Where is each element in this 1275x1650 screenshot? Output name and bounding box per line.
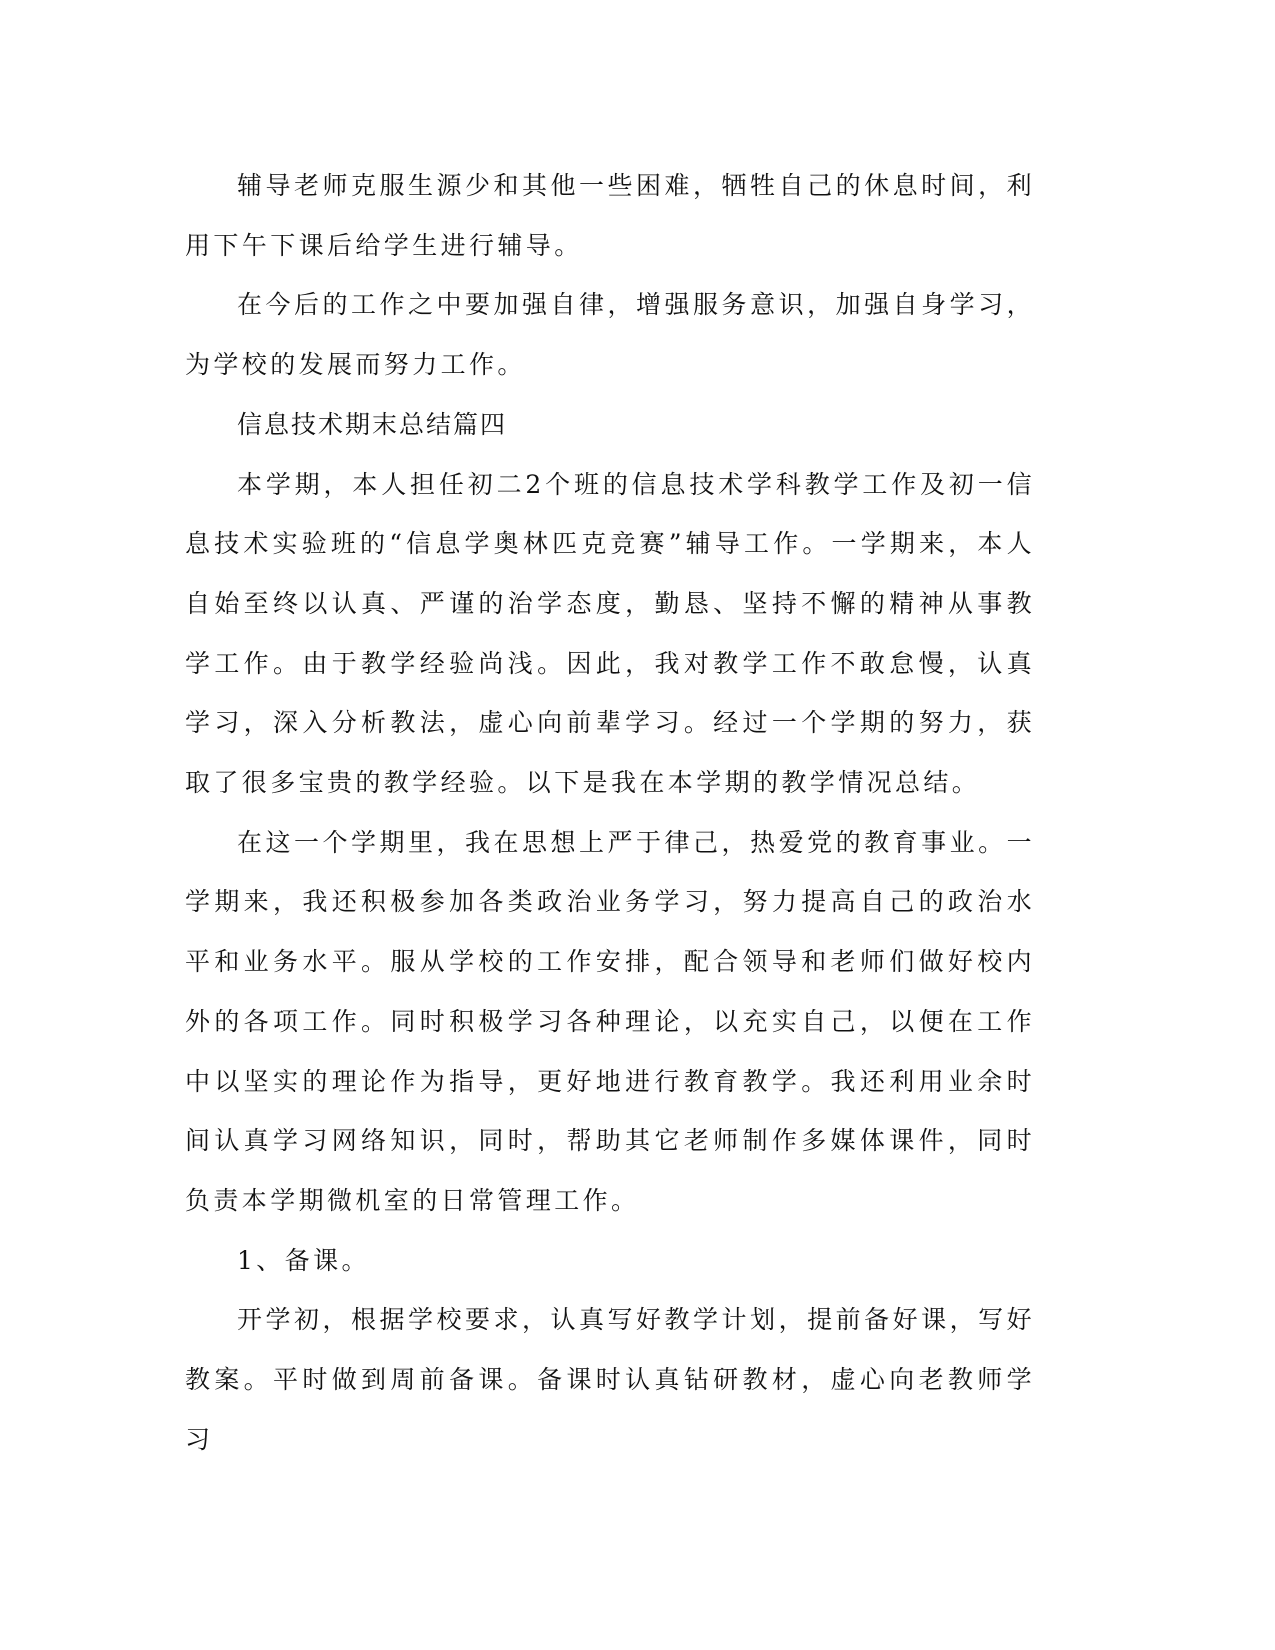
paragraph: 在今后的工作之中要加强自律，增强服务意识，加强自身学习，为学校的发展而努力工作。 [185, 290, 1035, 380]
paragraph: 本学期，本人担任初二2个班的信息技术学科教学工作及初一信息技术实验班的“信息学奥林匹克竞赛”辅导工作。一学期来，本人自始至终以认真、严谨的治学态度，勤恳、坚持不懈的精神从事教学工作。由于教学经验尚浅。因此，我对教学工作不敢怠慢，认真学习，深入分析教法，虚心向前辈学习。经过一个学期的努力，获取了很多宝贵的教学经验。以下是我在本学期的教学情况总结。 [185, 469, 1035, 798]
list-item-heading: 1、备课。 [237, 1245, 370, 1275]
paragraph: 辅导老师克服生源少和其他一些困难，牺牲自己的休息时间，利用下午下课后给学生进行辅导。 [185, 171, 1035, 260]
paragraph: 开学初，根据学校要求，认真写好教学计划，提前备好课，写好教案。平时做到周前备课。备课时认真钻研教材，虚心向老教师学习 [185, 1305, 1035, 1454]
document-body [185, 156, 1035, 1469]
section-heading: 信息技术期末总结篇四 [237, 409, 508, 439]
paragraph: 在这一个学期里，我在思想上严于律己，热爱党的教育事业。一学期来，我还积极参加各类政治业务学习，努力提高自己的政治水平和业务水平。服从学校的工作安排，配合领导和老师们做好校内外的各项工作。同时积极学习各种理论，以充实自己，以便在工作中以坚实的理论作为指导，更好地进行教育教学。我还利用业余时间认真学习网络知识，同时，帮助其它老师制作多媒体课件，同时负责本学期微机室的日常管理工作。 [185, 827, 1035, 1215]
